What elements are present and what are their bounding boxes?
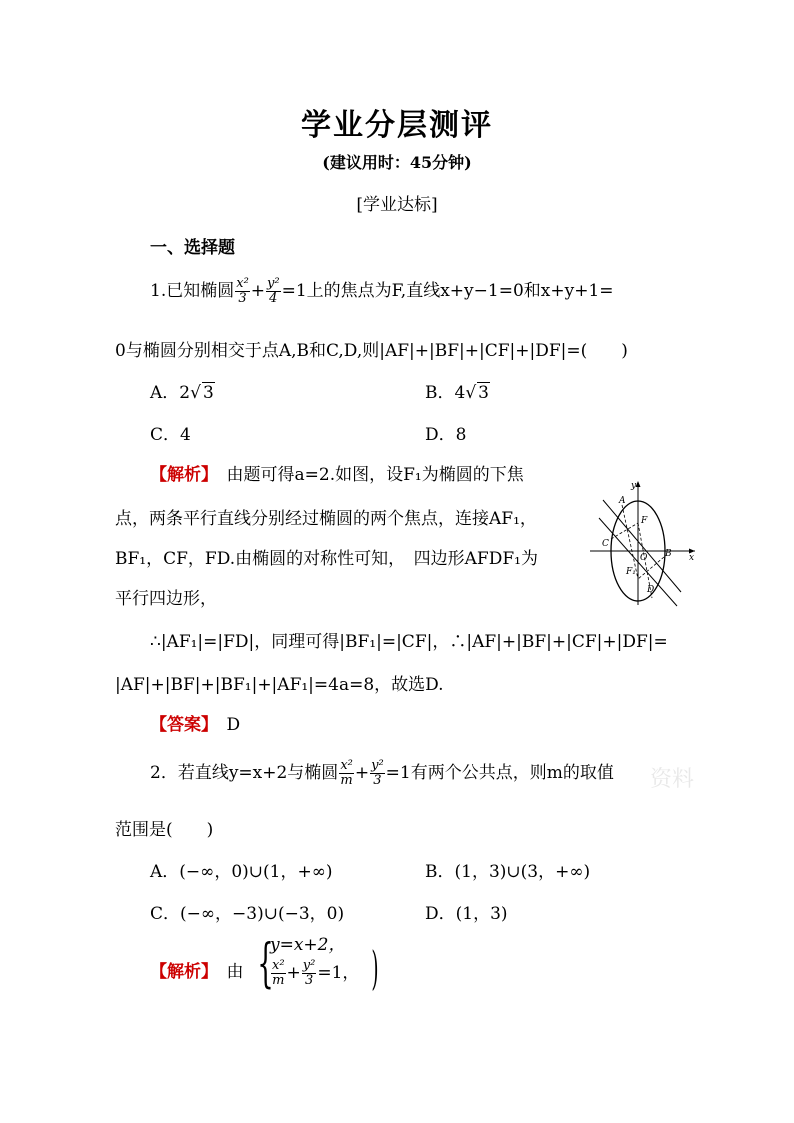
q1-fraction-y [266, 277, 281, 307]
q1-option-c: C．4 [150, 425, 191, 445]
page-title: 学业分层测评 [301, 108, 493, 143]
q1-option-b: B．4√ 3 [425, 383, 489, 403]
q2-fraction-y [370, 759, 385, 789]
label-f1: F₁ [626, 567, 636, 577]
label-f: F [641, 516, 648, 526]
q1-analysis-line3: BF₁，CF，FD.由椭圆的对称性可知， 四边形AFDF₁为 [115, 549, 538, 569]
q1-lead: 已知椭圆 [166, 281, 235, 301]
system-right-paren: ) [371, 941, 379, 995]
q2-sys-fraction-x [271, 959, 286, 989]
q1-analysis-tag: 【解析】 [150, 465, 210, 485]
q1-analysis-text1: 由题可得a=2.如图，设F₁为椭圆的下焦 [226, 465, 524, 485]
q2-sys-frac1-den: m [272, 973, 285, 988]
q1-analysis-line2: 点，两条平行直线分别经过椭圆的两个焦点，连接AF₁， [115, 509, 537, 529]
label-y: y [631, 481, 637, 491]
q2-lead: 2．若直线y=x+2与椭圆 [150, 763, 339, 783]
q1-answer-tag: 【答案】 [150, 715, 210, 735]
y-axis-arrow [636, 481, 641, 487]
q2-analysis-tag: 【解析】 [150, 962, 210, 982]
q1-frac2-num: y² [267, 275, 280, 291]
q2-sys-frac2-num: y² [302, 957, 316, 973]
q1-line2: 0与椭圆分别相交于点A,B和C,D,则|AF|+|BF|+|CF|+|DF|=( ) [115, 341, 628, 361]
q1-number: 1. [150, 281, 167, 301]
q1-after-frac: =1上的焦点为F,直线x+y−1=0和x+y+1= [281, 281, 614, 301]
q1-analysis-line5: ∴|AF₁|=|FD|，同理可得|BF₁|=|CF|，∴|AF|+|BF|+|CF|+|DF|= [150, 632, 668, 652]
q1-option-b-value: 4 [454, 383, 466, 403]
q2-system-line2 [270, 958, 359, 988]
q1-plus: + [250, 281, 266, 301]
q2-sys-tail: =1， [317, 963, 360, 983]
q1-answer [150, 710, 240, 735]
q1-option-a: A．2√ 3 [150, 383, 214, 403]
q2-option-d: D．(1，3) [425, 904, 508, 924]
q2-frac2-den: 3 [373, 773, 382, 788]
q2-line1 [150, 758, 614, 788]
ellipse-figure [585, 478, 700, 608]
q1-option-b-label: B． [425, 383, 455, 403]
q1-option-a-value: 2 [179, 383, 191, 403]
q1-analysis-line4: 平行四边形， [115, 589, 217, 609]
q1-frac1-num: x² [236, 275, 249, 291]
q2-system-line1: y=x+2， [270, 935, 346, 955]
q1-option-a-label: A． [150, 383, 180, 403]
q1-analysis-line1 [150, 460, 524, 485]
part-label: 一、选择题 [150, 238, 235, 258]
section-heading: [学业达标] [356, 195, 438, 215]
q1-option-a-radicand: 3 [202, 383, 214, 403]
q2-analysis-lead: 由 [226, 962, 244, 982]
q2-frac2-num: y² [371, 757, 384, 773]
q2-sys-plus: + [286, 963, 301, 983]
q2-fraction-x [339, 759, 354, 789]
q2-option-b: B．(1，3)∪(3，+∞) [425, 862, 591, 882]
label-c: C [602, 539, 609, 549]
q2-option-c: C．(−∞，−3)∪(−3，0) [150, 904, 345, 924]
label-a: A [619, 496, 626, 506]
label-x: x [689, 553, 695, 563]
q2-plus: + [354, 763, 370, 783]
q2-option-a: A．(−∞，0)∪(1，+∞) [150, 862, 333, 882]
q2-frac1-den: m [340, 773, 353, 788]
label-d: D [647, 585, 655, 595]
q1-option-d: D．8 [425, 425, 467, 445]
watermark: 资料 [650, 767, 695, 792]
q2-analysis-label [150, 957, 244, 982]
q2-line2: 范围是( ) [115, 820, 214, 840]
label-o: O [640, 553, 648, 563]
q2-sys-fraction-y [302, 959, 317, 989]
q1-fraction-x [235, 277, 250, 307]
q1-option-b-radicand: 3 [478, 383, 489, 403]
label-b: B [665, 549, 672, 559]
q1-answer-value: D [226, 715, 241, 735]
q2-sys-frac2-den: 3 [304, 973, 314, 988]
q1-line1 [150, 276, 614, 306]
q2-after-frac: =1有两个公共点，则m的取值 [385, 763, 614, 783]
q1-analysis-line6: |AF|+|BF|+|BF₁|+|AF₁|=4a=8，故选D. [115, 675, 444, 695]
q1-frac2-den: 4 [269, 291, 278, 306]
system-left-brace: { [257, 934, 274, 994]
time-hint: (建议用时：45分钟) [322, 153, 472, 172]
q2-sys-frac1-num: x² [272, 957, 285, 973]
q2-frac1-num: x² [340, 757, 353, 773]
q1-frac1-den: 3 [238, 291, 247, 306]
